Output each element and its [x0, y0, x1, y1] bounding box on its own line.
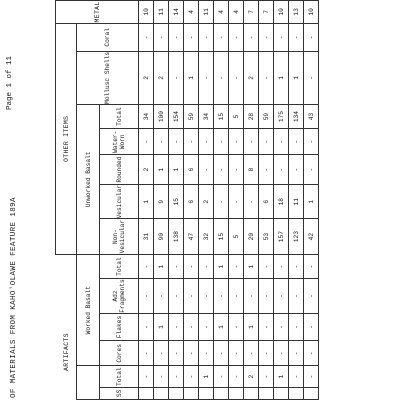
table-cell: 6 [184, 155, 199, 185]
table-cell: 4 [214, 1, 229, 24]
table-cell: 7 [244, 1, 259, 24]
table-cell: 6 [184, 184, 199, 218]
table-cell: 2 [199, 184, 214, 218]
table-cell: - [229, 184, 244, 218]
table-cell: 10 [304, 1, 319, 24]
table-cell: - [289, 155, 304, 185]
table-cell: - [259, 51, 274, 104]
table-cell: - [229, 279, 244, 313]
table-cell: 1 [304, 184, 319, 218]
table-cell: - [229, 51, 244, 104]
table-cell: 31 [139, 219, 154, 254]
table-cell: 1 [199, 366, 214, 387]
subgroup-header-row [77, 1, 100, 400]
table-cell: - [259, 341, 274, 366]
table-cell: - [259, 366, 274, 387]
table-cell: - [274, 23, 289, 51]
table-cell: 8 [244, 155, 259, 185]
table-cell: - [289, 23, 304, 51]
table-cell: 1 [274, 366, 289, 387]
table-cell: 15 [214, 219, 229, 254]
table-cell [304, 387, 319, 399]
table-row [274, 1, 289, 400]
table-cell: - [139, 23, 154, 51]
table-cell: - [169, 23, 184, 51]
table-cell: - [139, 313, 154, 341]
table-cell: 1 [154, 155, 169, 185]
table-cell: - [274, 341, 289, 366]
table-cell: - [244, 341, 259, 366]
table-cell: - [304, 313, 319, 341]
page-header [0, 0, 30, 400]
table-cell: 4 [229, 1, 244, 24]
table-cell: 2 [244, 51, 259, 104]
col-total-2: Total [100, 254, 139, 278]
col-rounded: Rounded [100, 155, 139, 185]
table-cell: 34 [139, 104, 154, 128]
table-cell: - [214, 129, 229, 155]
table-cell: - [169, 341, 184, 366]
table-cell: 1 [154, 313, 169, 341]
table-cell: - [169, 366, 184, 387]
table-cell: - [199, 313, 214, 341]
table-cell: 20 [244, 219, 259, 254]
table-row [184, 1, 199, 400]
table-cell: - [229, 254, 244, 278]
table-cell: - [214, 341, 229, 366]
table-row [229, 1, 244, 400]
table-cell: 5 [229, 104, 244, 128]
table-cell: 1 [169, 155, 184, 185]
table-cell: - [199, 51, 214, 104]
table-cell: - [169, 279, 184, 313]
table-cell [169, 387, 184, 399]
table-row [259, 1, 274, 400]
table-cell: - [184, 341, 199, 366]
table-cell: 154 [169, 104, 184, 128]
table-cell: - [154, 341, 169, 366]
group-metal: METAL [56, 1, 139, 24]
table-cell: 53 [259, 219, 274, 254]
table-cell: - [229, 23, 244, 51]
table-cell: - [289, 366, 304, 387]
table-cell: 47 [184, 219, 199, 254]
table-cell: - [214, 51, 229, 104]
table-cell: - [214, 366, 229, 387]
col-flakes: Flakes [100, 313, 139, 341]
table-cell: - [259, 254, 274, 278]
table-cell: 5 [229, 219, 244, 254]
materials-table [55, 0, 319, 400]
table-cell: - [229, 341, 244, 366]
table-cell: 18 [274, 184, 289, 218]
table-cell: - [229, 129, 244, 155]
table-cell: 90 [154, 219, 169, 254]
table-cell: - [274, 313, 289, 341]
table-cell: 134 [289, 104, 304, 128]
table-cell: - [139, 341, 154, 366]
table-cell: 15 [214, 104, 229, 128]
table-cell: - [199, 155, 214, 185]
table-cell: 175 [274, 104, 289, 128]
table-cell: - [184, 313, 199, 341]
table-cell: 42 [304, 219, 319, 254]
table-cell [184, 387, 199, 399]
table-cell: - [304, 341, 319, 366]
table-cell: 1 [214, 254, 229, 278]
table-cell: 43 [304, 104, 319, 128]
table-cell: - [304, 155, 319, 185]
table-cell: - [214, 279, 229, 313]
table-cell [154, 387, 169, 399]
table-cell: 11 [154, 1, 169, 24]
table-cell: 1 [139, 184, 154, 218]
table-row [169, 1, 184, 400]
table-cell: - [154, 129, 169, 155]
col-total-3: Total [100, 104, 139, 128]
table-cell: 4 [184, 1, 199, 24]
table-cell: - [289, 313, 304, 341]
col-ss: SS [100, 387, 139, 399]
table-cell: - [259, 313, 274, 341]
subgroup-worked-basalt: Worked Basalt [77, 254, 100, 366]
table-cell: - [259, 23, 274, 51]
table-cell: 32 [199, 219, 214, 254]
table-cell: 2 [139, 51, 154, 104]
table-row [214, 1, 229, 400]
table-row [304, 1, 319, 400]
table-cell: - [244, 184, 259, 218]
table-cell: - [229, 155, 244, 185]
table-cell: 11 [289, 184, 304, 218]
table-cell: - [274, 279, 289, 313]
table-cell: - [139, 254, 154, 278]
table-cell: 6 [259, 184, 274, 218]
table-cell: - [229, 366, 244, 387]
table-row [244, 1, 259, 400]
subgroup-unworked-basalt: Unworked Basalt [77, 104, 100, 254]
table-row [199, 1, 214, 400]
table-cell: 11 [199, 1, 214, 24]
table-cell [289, 387, 304, 399]
table-cell [229, 387, 244, 399]
table-cell: - [169, 254, 184, 278]
table-cell [244, 387, 259, 399]
table-cell: - [139, 279, 154, 313]
table-cell: - [139, 366, 154, 387]
table-cell: 15 [169, 184, 184, 218]
table-cell: - [199, 279, 214, 313]
table-cell: - [244, 129, 259, 155]
table-cell: 1 [274, 51, 289, 104]
col-coral: Coral [77, 23, 139, 51]
table-cell: - [184, 366, 199, 387]
table-cell: - [154, 366, 169, 387]
table-cell: - [214, 23, 229, 51]
table-cell: 2 [244, 366, 259, 387]
blank-subheader [77, 366, 100, 400]
table-cell: - [304, 129, 319, 155]
table-cell: 2 [139, 155, 154, 185]
col-mollusc-shells: Mollusc Shells [77, 51, 139, 104]
table-cell: 14 [169, 1, 184, 24]
table-cell: - [169, 313, 184, 341]
table-cell: 1 [214, 313, 229, 341]
table-cell [139, 387, 154, 399]
table-cell: 59 [184, 104, 199, 128]
table-cell: 1 [154, 254, 169, 278]
table-cell [259, 387, 274, 399]
table-cell: 34 [199, 104, 214, 128]
table-cell: - [214, 184, 229, 218]
table-cell: - [199, 23, 214, 51]
table-cell: - [229, 313, 244, 341]
table-row [289, 1, 304, 400]
table-cell: - [274, 155, 289, 185]
table-cell: 10 [139, 1, 154, 24]
table-cell: 59 [259, 104, 274, 128]
table-cell: - [274, 254, 289, 278]
col-total-1: Total [100, 366, 139, 387]
table-cell [214, 387, 229, 399]
col-cores: Cores [100, 341, 139, 366]
page-number: Page 1 of 11 [6, 55, 14, 110]
table-cell: 100 [154, 104, 169, 128]
col-non-vesicular: Non-Vesicular [100, 219, 139, 254]
table-cell: 28 [244, 104, 259, 128]
table-cell: - [304, 51, 319, 104]
table-cell: - [184, 23, 199, 51]
table-cell: - [304, 366, 319, 387]
table-row [154, 1, 169, 400]
col-vesicular: Vesicular [100, 184, 139, 218]
table-cell: - [154, 279, 169, 313]
table-cell: 1 [184, 51, 199, 104]
group-header-row [56, 1, 77, 400]
col-adz-fragments: Adz Fragments [100, 279, 139, 313]
table-cell: - [289, 129, 304, 155]
table-cell: - [244, 279, 259, 313]
table-cell: - [169, 129, 184, 155]
table-cell: - [289, 279, 304, 313]
table-cell: - [184, 129, 199, 155]
table-cell: - [139, 129, 154, 155]
table-cell: 138 [169, 219, 184, 254]
table-cell: - [214, 155, 229, 185]
table-cell: 1 [244, 254, 259, 278]
table-cell: - [199, 341, 214, 366]
table-cell: - [244, 23, 259, 51]
table-cell: - [184, 254, 199, 278]
table-cell: 1 [244, 313, 259, 341]
table-cell: - [259, 155, 274, 185]
table-cell: 7 [259, 1, 274, 24]
table-cell: 2 [154, 51, 169, 104]
table-cell: 157 [274, 219, 289, 254]
table-cell: - [169, 51, 184, 104]
table-cell: - [304, 279, 319, 313]
table-cell: - [154, 23, 169, 51]
table-cell: - [259, 129, 274, 155]
col-water-worn: Water-Worn [100, 129, 139, 155]
table-cell: - [199, 129, 214, 155]
table-cell: - [304, 23, 319, 51]
table-cell [199, 387, 214, 399]
table-cell: - [199, 254, 214, 278]
group-other-items: OTHER ITEMS [56, 23, 77, 254]
table-cell: 1 [289, 51, 304, 104]
table-cell [274, 387, 289, 399]
table-cell: 123 [289, 219, 304, 254]
table-cell: - [184, 279, 199, 313]
table-cell: 10 [274, 1, 289, 24]
table-title: OF MATERIALS FROM KAHO'OLAWE FEATURE 189A [10, 197, 18, 398]
table-cell: 13 [289, 1, 304, 24]
table-cell: - [304, 254, 319, 278]
table-row [139, 1, 154, 400]
table-cell: - [289, 341, 304, 366]
group-artifacts: ARTIFACTS [56, 254, 77, 399]
table-cell: - [259, 279, 274, 313]
table-cell: - [274, 129, 289, 155]
table-cell: - [289, 254, 304, 278]
table-body [139, 1, 319, 400]
table-cell: 9 [154, 184, 169, 218]
